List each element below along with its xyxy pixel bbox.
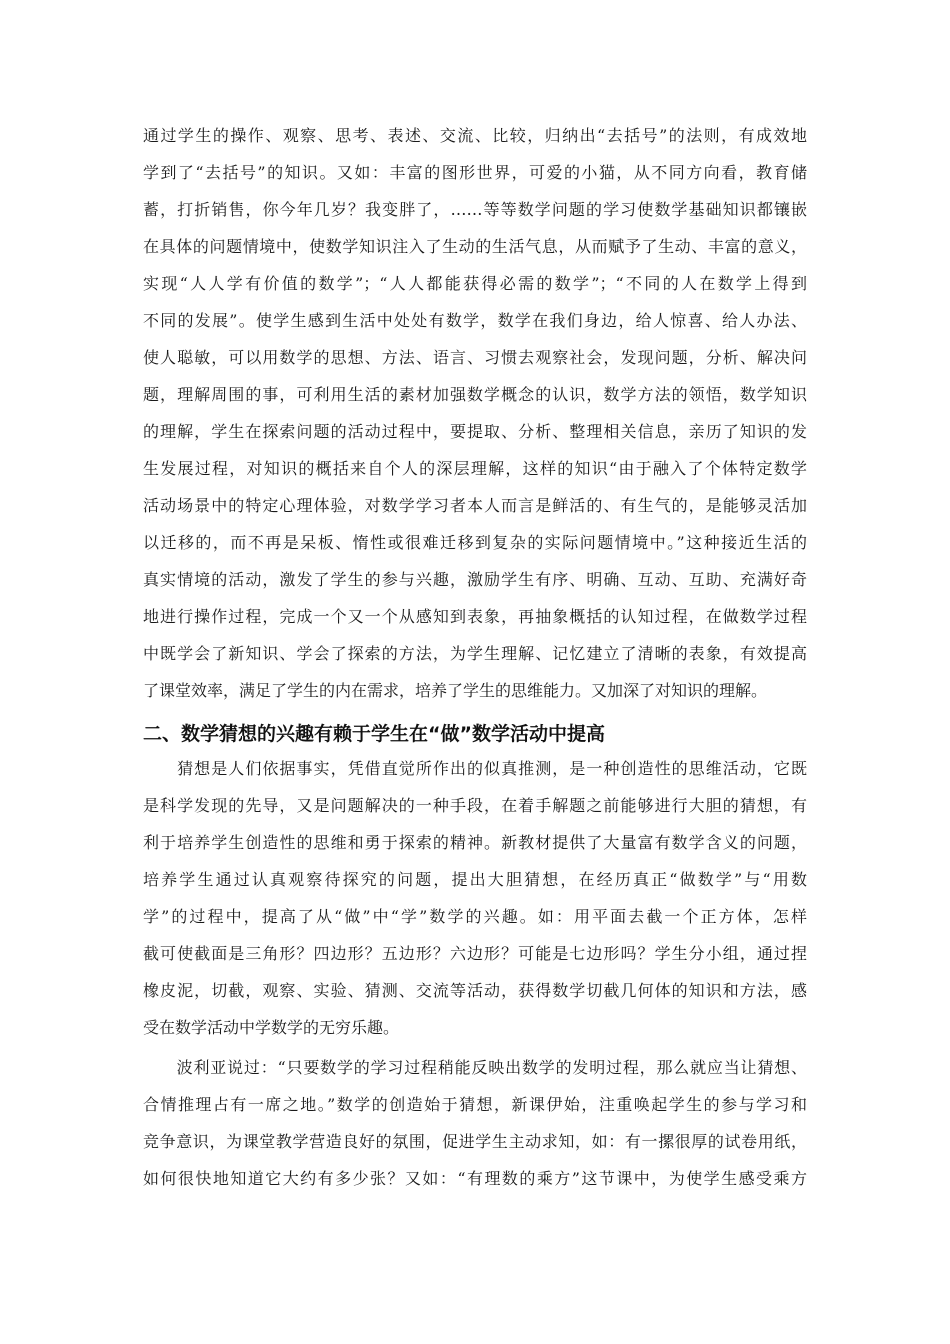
text-line: 生发展过程，对知识的概括来自个人的深层理解，这样的知识“由于融入了个体特定数学 (143, 459, 807, 478)
text-line: 真实情境的活动，激发了学生的参与兴趣，激励学生有序、明确、互动、互助、充满好奇 (143, 570, 807, 589)
text-line: 受在数学活动中学数学的无穷乐趣。 (143, 1018, 400, 1037)
section-heading: 二、数学猜想的兴趣有赖于学生在“做”数学活动中提高 (143, 723, 605, 745)
text-line: 合情推理占有一席之地。”数学的创造始于猜想，新课伊始，注重唤起学生的参与学习和 (143, 1095, 807, 1114)
text-line: 波利亚说过：“只要数学的学习过程稍能反映出数学的发明过程，那么就应当让猜想、 (143, 1058, 807, 1077)
text-line: 在具体的问题情境中，使数学知识注入了生动的生活气息，从而赋予了生动、丰富的意义， (143, 237, 807, 256)
text-line: 利于培养学生创造性的思维和勇于探索的精神。新教材提供了大量富有数学含义的问题， (143, 833, 807, 852)
text-line: 使人聪敏，可以用数学的思想、方法、语言、习惯去观察社会，发现问题，分析、解决问 (143, 348, 807, 367)
text-line: 活动场景中的特定心理体验，对数学学习者本人而言是鲜活的、有生气的，是能够灵活加 (143, 496, 807, 515)
text-line: 了课堂效率，满足了学生的内在需求，培养了学生的思维能力。又加深了对知识的理解。 (143, 681, 768, 700)
text-line: 学”的过程中，提高了从“做”中“学”数学的兴趣。如：用平面去截一个正方体，怎样 (143, 907, 807, 926)
text-line: 不同的发展”。使学生感到生活中处处有数学，数学在我们身边，给人惊喜、给人办法、 (143, 311, 807, 330)
text-line: 以迁移的，而不再是呆板、惰性或很难迁移到复杂的实际问题情境中。”这种接近生活的 (143, 533, 807, 552)
text-line: 蓄，打折销售，你今年几岁？我变胖了，……等等数学问题的学习使数学基础知识都镶嵌 (143, 200, 807, 219)
text-line: 培养学生通过认真观察待探究的问题，提出大胆猜想，在经历真正“做数学”与“用数 (143, 870, 807, 889)
text-line: 的理解，学生在探索问题的活动过程中，要提取、分析、整理相关信息，亲历了知识的发 (143, 422, 807, 441)
text-line: 截可使截面是三角形？四边形？五边形？六边形？可能是七边形吗？学生分小组，通过捏 (143, 944, 807, 963)
text-line: 题，理解周围的事，可利用生活的素材加强数学概念的认识，数学方法的领悟，数学知识 (143, 385, 807, 404)
text-line: 是科学发现的先导，又是问题解决的一种手段，在着手解题之前能够进行大胆的猜想，有 (143, 796, 807, 815)
text-line: 地进行操作过程，完成一个又一个从感知到表象，再抽象概括的认知过程，在做数学过程 (143, 607, 807, 626)
text-line: 竞争意识，为课堂教学营造良好的氛围，促进学生主动求知，如：有一摞很厚的试卷用纸， (143, 1132, 807, 1151)
text-line: 如何很快地知道它大约有多少张？又如：“有理数的乘方”这节课中，为使学生感受乘方 (143, 1169, 807, 1188)
text-line: 中既学会了新知识、学会了探索的方法，为学生理解、记忆建立了清晰的表象，有效提高 (143, 644, 807, 663)
text-line: 通过学生的操作、观察、思考、表述、交流、比较，归纳出“去括号”的法则，有成效地 (143, 126, 807, 145)
text-line: 猜想是人们依据事实，凭借直觉所作出的似真推测，是一种创造性的思维活动，它既 (143, 759, 807, 778)
text-line: 橡皮泥，切截，观察、实验、猜测、交流等活动，获得数学切截几何体的知识和方法，感 (143, 981, 807, 1000)
text-line: 学到了“去括号”的知识。又如：丰富的图形世界，可爱的小猫，从不同方向看，教育储 (143, 163, 807, 182)
text-line: 实现“人人学有价值的数学”；“人人都能获得必需的数学”；“不同的人在数学上得到 (143, 274, 807, 293)
